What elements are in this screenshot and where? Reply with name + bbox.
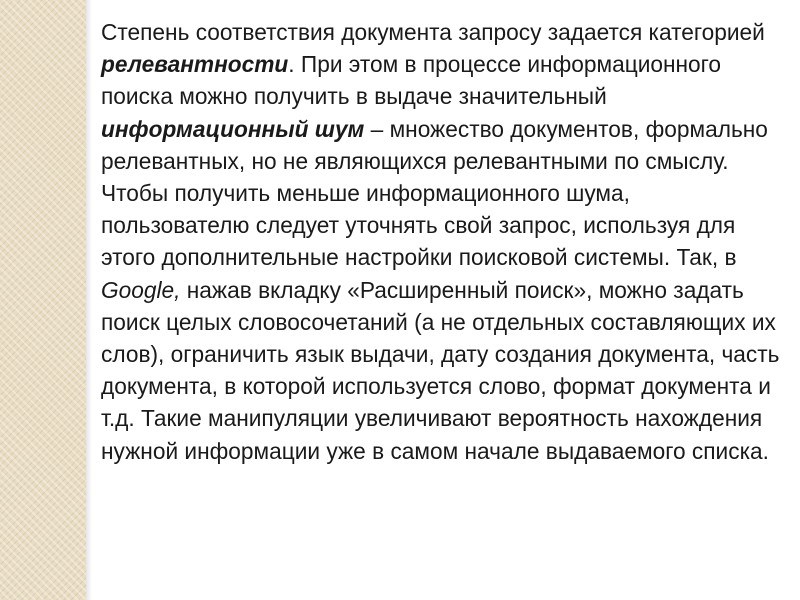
decorative-side-stripe	[0, 0, 86, 600]
paragraph-1-text-c: – множество документов, формально релевантных, но не являющихся релевантными по смыслу.	[101, 115, 768, 174]
paragraph-1-text-a: Степень соответствия документа запросу задается категорией	[101, 19, 765, 45]
paragraph-2-text-a: Чтобы получить меньше информационного шума, пользователю следует уточнять свой запрос, используя для этого дополнительные настройки поисковой системы. Так, в	[101, 180, 737, 271]
paragraph-2-text-b: нажав вкладку «Расширенный поиск», можно задать поиск целых словосочетаний (а не отдельных составляющих их слов), ограничить язык выдачи, дату создания документа, часть документа, в которой используется слово, формат документа и т.д. Такие манипуляции увеличивают вероятность нахождения нужной информации уже в самом начале выдаваемого списка.	[101, 276, 780, 464]
slide-text-body	[101, 16, 781, 467]
paragraph-1-text-b: . При этом в процессе информационного поиска можно получить в выдаче значительный	[101, 51, 722, 110]
paragraph-relevance	[101, 16, 781, 177]
term-information-noise: информационный шум	[101, 115, 365, 142]
google-name: Google,	[101, 276, 181, 303]
paragraph-advanced-search	[101, 177, 781, 467]
term-relevance: релевантности	[101, 51, 289, 78]
